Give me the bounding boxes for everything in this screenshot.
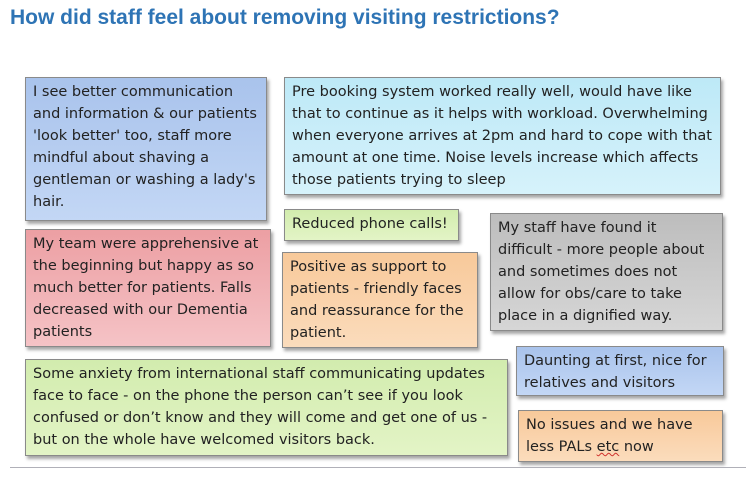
note-phone-calls-text: Reduced phone calls!: [292, 216, 448, 232]
note-no-issues: [518, 410, 723, 462]
note-anxiety-text: Some anxiety from international staff communicating updates face to face - on the phone the person can’t see if you look confused or don’t know and they will come and get one of us - but on the whole have welcomed visitors back.: [33, 366, 488, 448]
note-daunting: [516, 346, 724, 396]
note-no-issues-text-a: No issues and we have less PALs: [526, 417, 693, 455]
note-communication-text: I see better communication and information & our patients 'look better' too, staff more mindful about shaving a gentleman or washing a lady's hair.: [33, 84, 257, 210]
note-daunting-text: Daunting at first, nice for relatives and visitors: [524, 353, 707, 391]
note-pre-booking: [284, 77, 721, 195]
note-staff-difficult: [490, 213, 723, 331]
note-positive-text: Positive as support to patients - friendly faces and reassurance for the patient.: [290, 259, 464, 341]
note-apprehensive-text: My team were apprehensive at the beginning but happy as so much better for patients. Falls decreased with our Dementia patients: [33, 236, 259, 340]
note-staff-difficult-text: My staff have found it difficult - more people about and sometimes does not allow for obs/care to take place in a dignified way.: [498, 220, 705, 324]
note-communication: [25, 77, 267, 221]
page-title: How did staff feel about removing visiting restrictions?: [10, 6, 560, 29]
note-pre-booking-text: Pre booking system worked really well, would have like that to continue as it helps with workload. Overwhelming when everyone arrives at 2pm and hard to cope with that amount at one time. Noise levels increase which affects those patients trying to sleep: [292, 84, 712, 188]
note-anxiety: [25, 359, 508, 456]
note-no-issues-text-c: now: [619, 439, 654, 455]
note-apprehensive: [25, 229, 271, 347]
note-positive: [282, 252, 478, 348]
note-no-issues-text-etc: etc: [596, 439, 620, 455]
note-phone-calls: [284, 209, 459, 241]
bottom-divider: [10, 467, 746, 468]
